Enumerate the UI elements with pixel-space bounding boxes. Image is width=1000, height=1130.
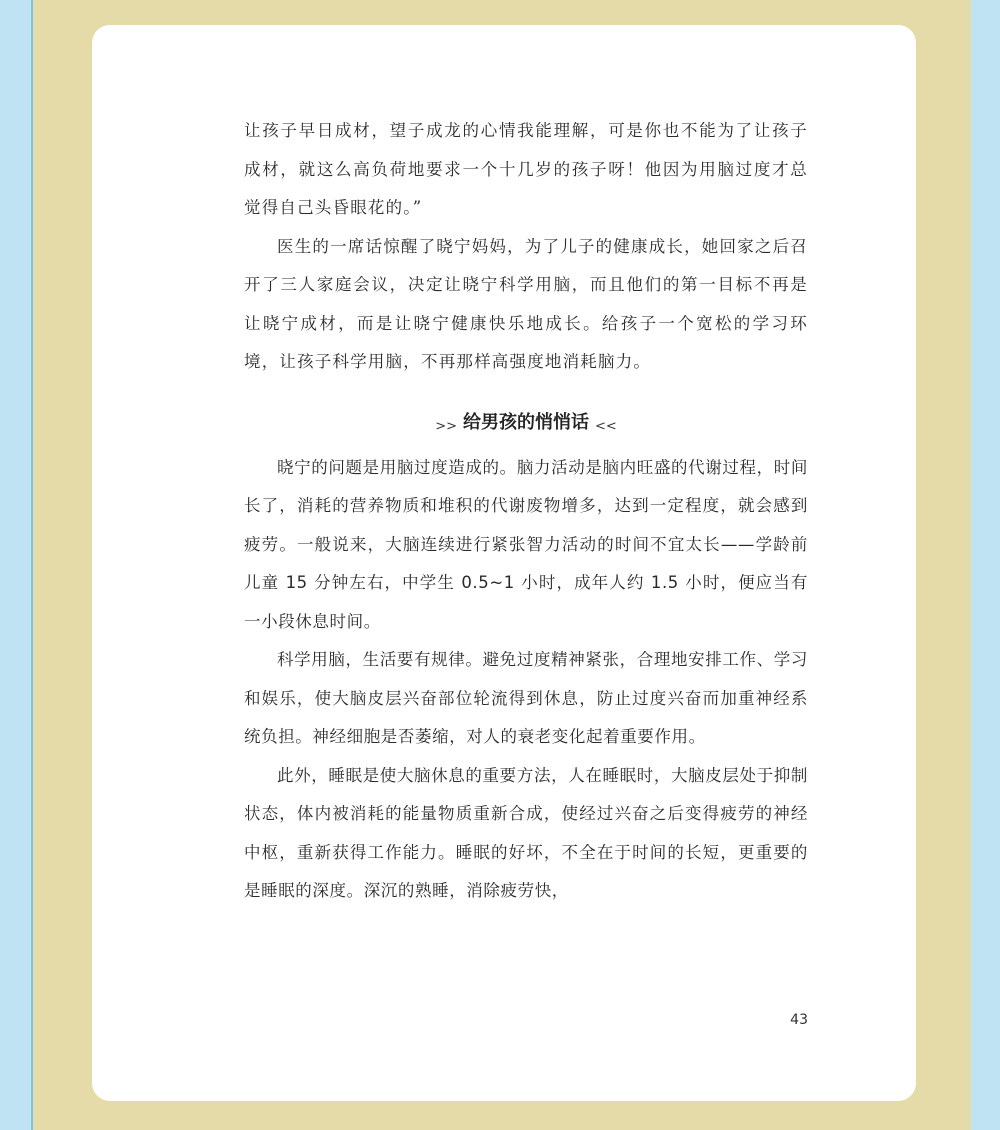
heading-prefix-mark: >> (435, 418, 457, 434)
right-edge-strip (967, 0, 1000, 1130)
page-number: 43 (790, 1012, 808, 1028)
left-edge-strip (0, 0, 33, 1130)
story-paragraph-2: 医生的一席话惊醒了晓宁妈妈，为了儿子的健康成长，她回家之后召开了三人家庭会议，决定让晓宁科学用脑，而且他们的第一目标不再是让晓宁成材，而是让晓宁健康快乐地成长。给孩子一个宽松的学习环境，让孩子科学用脑，不再那样高强度地消耗脑力。 (244, 236, 808, 371)
section-paragraph-1: 晓宁的问题是用脑过度造成的。脑力活动是脑内旺盛的代谢过程，时间长了，消耗的营养物质和堆积的代谢废物增多，达到一定程度，就会感到疲劳。一般说来，大脑连续进行紧张智力活动的时间不宜太长——学龄前儿童 15 分钟左右，中学生 0.5~1 小时，成年人约 1.5 小时，便应当有一小段休息时间。 (244, 457, 808, 631)
page-content (244, 112, 808, 911)
section-paragraph-3: 此外，睡眠是使大脑休息的重要方法，人在睡眠时，大脑皮层处于抑制状态，体内被消耗的能量物质重新合成，使经过兴奋之后变得疲劳的神经中枢，重新获得工作能力。睡眠的好坏，不全在于时间的长短，更重要的是睡眠的深度。深沉的熟睡，消除疲劳快， (244, 765, 808, 900)
heading-suffix-mark: << (595, 418, 617, 434)
story-paragraph-1: 让孩子早日成材，望子成龙的心情我能理解，可是你也不能为了让孩子成材，就这么高负荷地要求一个十几岁的孩子呀！他因为用脑过度才总觉得自己头昏眼花的。” (244, 121, 808, 217)
section-paragraph-2: 科学用脑，生活要有规律。避免过度精神紧张，合理地安排工作、学习和娱乐，使大脑皮层兴奋部位轮流得到休息，防止过度兴奋而加重神经系统负担。神经细胞是否萎缩，对人的衰老变化起着重要作用。 (244, 650, 808, 746)
section-title: 给男孩的悄悄话 (463, 411, 589, 433)
section-heading (244, 409, 808, 441)
